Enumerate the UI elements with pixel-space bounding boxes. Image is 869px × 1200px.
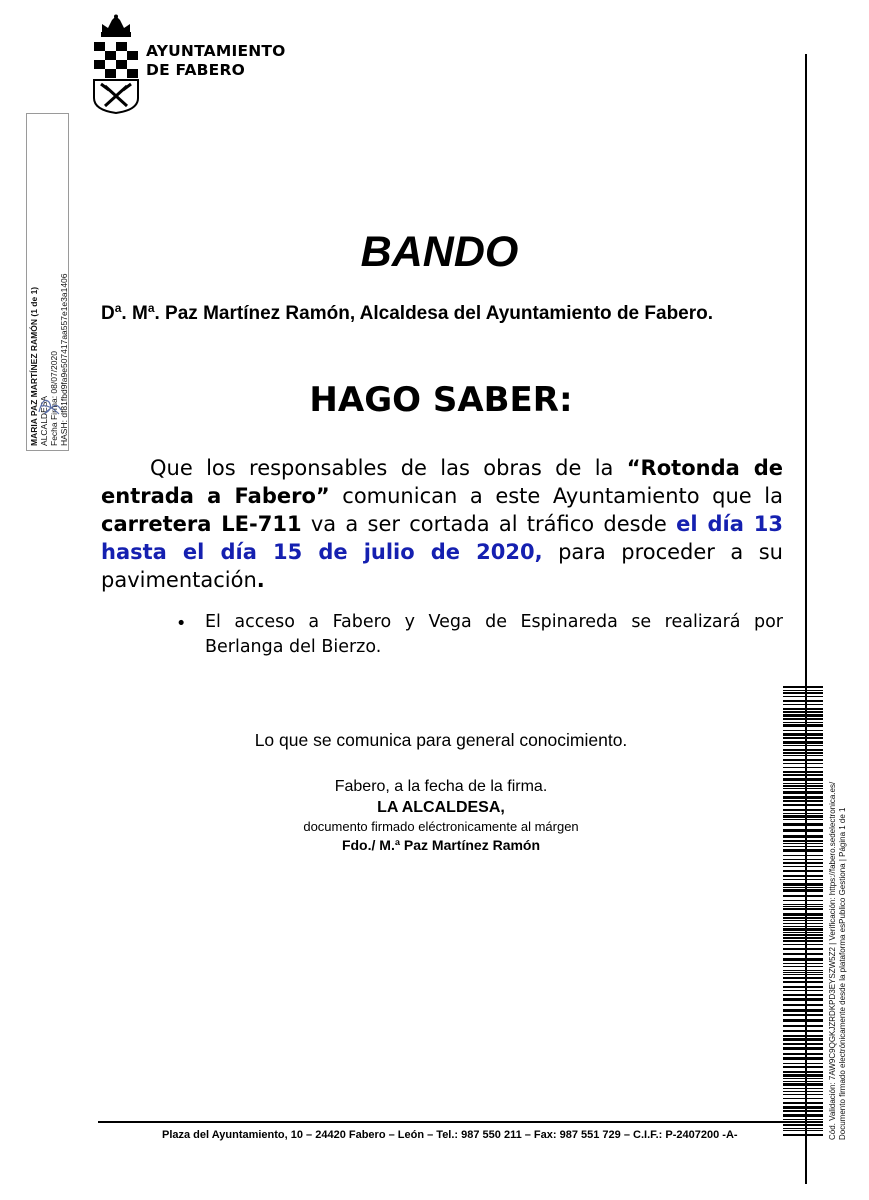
barcode-bar [783,1063,823,1064]
barcode-bar [783,920,823,921]
municipal-logo [92,14,292,114]
barcode-bar [783,1071,823,1073]
paragraph-text: Que los responsables de las obras de la [150,456,627,480]
signature-date: Fecha Firma: 08/07/2020 [49,351,59,446]
barcode-bar [783,934,823,936]
barcode-bar [783,875,823,877]
barcode-bar [783,855,823,856]
barcode-bar [783,862,823,864]
barcode-bar [783,1081,823,1082]
barcode-bar [783,1057,823,1060]
barcode-bar [783,932,823,933]
barcode-bar [783,883,823,886]
barcode-bar [783,1124,823,1126]
closing-statement: Lo que se comunica para general conocimiento. [254,730,628,750]
barcode-bar [783,963,823,964]
barcode-bar [783,859,823,860]
barcode-bar [783,1114,823,1117]
barcode-bar [783,690,823,691]
barcode-bar [783,696,823,697]
barcode-bar [783,900,823,901]
barcode-bar [783,700,823,702]
list-item: El acceso a Fabero y Vega de Espinareda se realizará por Berlanga del Bierzo. [205,612,783,657]
barcode-bar [783,913,823,916]
barcode-bar [783,1014,823,1016]
signer-title: LA ALCALDESA, [377,799,505,816]
barcode-bar [783,887,823,888]
barcode-bar [783,752,823,754]
barcode-bar [783,1119,823,1120]
barcode-bar [783,1009,823,1012]
barcode-bar [783,711,823,713]
signer-role: ALCALDESA [39,395,49,446]
barcode-bar [783,940,823,942]
verification-platform: Documento firmado electrónicamente desde la plataforma esPublico Gestiona | Página 1 de 1 [838,807,847,1140]
intro-superscript: a [114,301,122,315]
footer-divider [98,1121,808,1123]
barcode-bar [783,1030,823,1032]
announcement-heading: HAGO SABER: [309,380,573,420]
barcode-bar [783,1094,823,1095]
barcode-bar [783,1025,823,1027]
barcode-bar [783,948,823,950]
signer-name: MARIA PAZ MARTÍNEZ RAMÓN (1 de 1) [29,286,39,446]
barcode-bar [783,994,823,996]
barcode-bar [783,917,823,919]
paragraph-emphasis: “Rotonda de entrada a Fabero” [101,456,783,508]
closure-dates: el día 13 hasta el día 15 de julio de 2020, [101,512,783,564]
barcode-bar [783,990,823,991]
verification-code: Cód. Validación: 7AW9C9QGKJZRDKPD3EYSZW5Z2 | Verificación: https://fabero.sedelectronica.es/ [828,781,837,1140]
barcode-bar [783,1088,823,1089]
barcode-bar [783,958,823,961]
barcode-bar [783,686,823,688]
barcode-bar [783,704,823,705]
barcode-bar [783,718,823,720]
barcode-bar [783,763,823,764]
barcode-bar [783,972,823,973]
signature-block [0,776,869,854]
barcode-bar [783,966,823,967]
barcode-bar [783,1110,823,1112]
signature-note: documento firmado eléctronicamente al márgen [303,819,579,834]
barcode-bar [783,708,823,710]
paragraph-text: comunican a este Ayuntamiento que la [329,484,784,508]
footer-address: Plaza del Ayuntamiento, 10 – 24420 Fabero – León – Tel.: 987 550 211 – Fax: 987 551 729 – C.I.F.: P-2407200 -A- [162,1129,738,1141]
barcode-bar [783,953,823,955]
barcode-bar [783,724,823,727]
intro-superscript: a [147,301,155,315]
paragraph-text: va a ser cortada al tráfico desde [301,512,677,536]
barcode-bar [783,866,823,867]
intro-prefix: D [101,303,115,324]
barcode-bar [783,1066,823,1068]
barcode-bar [783,870,823,872]
barcode-bar [783,1078,823,1079]
signed-by: Fdo./ M.ª Paz Martínez Ramón [341,837,541,853]
barcode-bar [783,908,823,910]
place-date: Fabero, a la fecha de la firma. [334,778,548,795]
barcode-bar [783,1035,823,1037]
barcode-bar [783,998,823,1001]
barcode-bar [783,977,823,979]
barcode-bar [783,1106,823,1109]
barcode-bar [783,1053,823,1055]
intro-rest: . Paz Martínez Ramón, Alcaldesa del Ayuntamiento de Fabero. [154,303,714,324]
barcode-bar [783,928,823,931]
barcode-bar [783,1083,823,1086]
barcode-bar [783,906,823,907]
document-title: BANDO [360,228,519,276]
barcode-bar [783,1098,823,1099]
barcode-bar [783,1004,823,1006]
barcode-bar [783,771,823,773]
barcode-bar [783,767,823,768]
barcode-icon [783,686,823,1136]
barcode-bar [783,986,823,988]
municipality-line-2: DE FABERO [146,61,245,79]
barcode-bar [783,722,823,723]
barcode-bar [783,974,823,975]
barcode-bar [783,944,823,945]
barcode-bar [783,1074,823,1077]
barcode-bar [783,970,823,971]
municipality-name [146,42,286,80]
barcode-bar [783,895,823,897]
coat-of-arms-icon [92,14,140,114]
paragraph-text: para proceder a su pavimentación [101,540,783,592]
barcode-bar [783,904,823,905]
announcement-paragraph [101,454,783,594]
barcode-bar [783,1091,823,1092]
barcode-bar [783,1102,823,1104]
barcode-bar [783,759,823,761]
barcode-bar [783,923,823,924]
barcode-bar [783,879,823,880]
barcode-bar [783,981,823,983]
intro-prefix: . M [121,303,148,324]
barcode-bar [783,714,823,717]
bullet-icon: • [176,614,187,634]
barcode-bar [783,755,823,756]
barcode-bar [783,937,823,939]
paragraph-emphasis: carretera LE-711 [101,512,302,536]
barcode-bar [783,1019,823,1022]
municipality-line-1: AYUNTAMIENTO [146,42,286,60]
paragraph-end: . [256,568,265,592]
barcode-bar [783,692,823,694]
signature-hash: HASH: df81fbd9fa9e507417aa557e1e3a1406 [59,273,69,446]
barcode-bar [783,926,823,927]
barcode-bar [783,889,823,892]
barcode-bar [783,1043,823,1045]
barcode-bar [783,1038,823,1041]
barcode-bar [783,1047,823,1050]
issuer-statement [101,300,783,327]
